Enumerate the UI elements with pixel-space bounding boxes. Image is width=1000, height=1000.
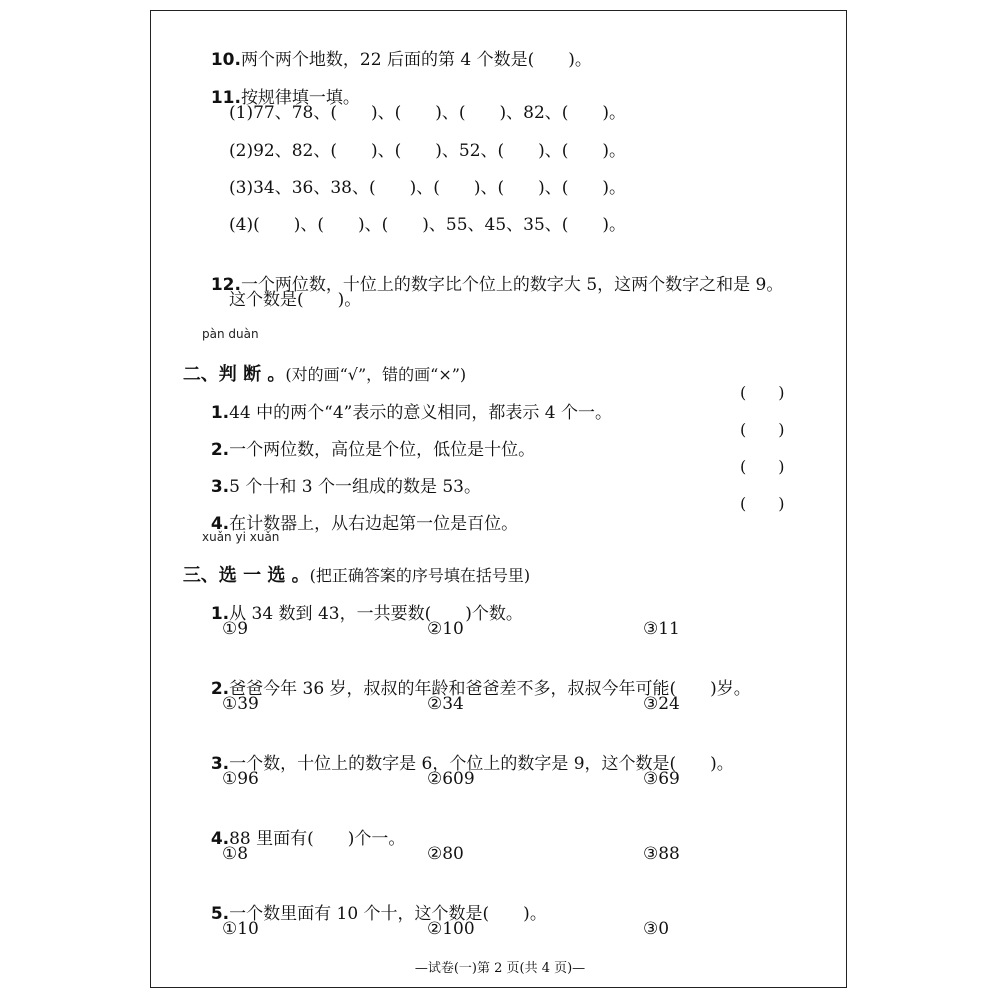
pattern-item-4: (4)( )、( )、( )、55、45、35、( )。	[229, 215, 627, 235]
option-1[interactable]: ①9	[222, 619, 249, 639]
question-text: 5 个十和 3 个一组成的数是 53。	[229, 477, 481, 497]
question-number: 3.	[210, 754, 230, 774]
question-number: 1.	[210, 403, 230, 423]
option-3[interactable]: ③69	[643, 769, 680, 789]
section-2-pinyin: pàn duàn	[202, 327, 259, 341]
question-text: 一个数里面有 10 个十，这个数是( )。	[229, 904, 547, 924]
question-text: 一个数，十位上的数字是 6，个位上的数字是 9，这个数是( )。	[229, 754, 734, 774]
answer-blank[interactable]: ( )	[740, 383, 785, 402]
pattern-item-2: (2)92、82、( )、( )、52、( )、( )。	[229, 141, 627, 161]
option-2[interactable]: ②609	[427, 769, 475, 789]
option-2[interactable]: ②10	[427, 619, 464, 639]
option-2[interactable]: ②100	[427, 919, 475, 939]
question-number: 4.	[210, 514, 230, 534]
option-3[interactable]: ③24	[643, 694, 680, 714]
question-text: 按规律填一填。	[240, 88, 360, 108]
answer-blank[interactable]: ( )	[740, 420, 785, 439]
option-1[interactable]: ①39	[222, 694, 259, 714]
question-text: 在计数器上，从右边起第一位是百位。	[229, 514, 519, 534]
question-number: 5.	[210, 904, 230, 924]
option-3[interactable]: ③88	[643, 844, 680, 864]
option-2[interactable]: ②34	[427, 694, 464, 714]
section-3-pinyin: xuǎn yi xuǎn	[202, 530, 280, 544]
question-12-continuation: 这个数是( )。	[229, 290, 362, 310]
option-1[interactable]: ①10	[222, 919, 259, 939]
question-text: 88 里面有( )个一。	[229, 829, 406, 849]
question-number: 11.	[210, 88, 241, 108]
judge-item-4	[200, 491, 518, 535]
question-text: 一个两位数，十位上的数字比个位上的数字大 5，这两个数字之和是 9。	[240, 275, 784, 295]
page-footer: —试卷(一)第 2 页(共 4 页)—	[414, 961, 586, 976]
question-number: 2.	[210, 440, 230, 460]
option-2[interactable]: ②80	[427, 844, 464, 864]
option-1[interactable]: ①8	[222, 844, 249, 864]
question-text: 两个两个地数，22 后面的第 4 个数是( )。	[240, 50, 592, 70]
question-number: 1.	[210, 604, 230, 624]
question-number: 3.	[210, 477, 230, 497]
pattern-item-1: (1)77、78、( )、( )、( )、82、( )。	[229, 103, 627, 123]
answer-blank[interactable]: ( )	[740, 494, 785, 513]
question-number: 2.	[210, 679, 230, 699]
question-text: 爸爸今年 36 岁，叔叔的年龄和爸爸差不多，叔叔今年可能( )岁。	[229, 679, 751, 699]
choice-question-1	[200, 581, 523, 625]
question-text: 44 中的两个“4”表示的意义相同，都表示 4 个一。	[229, 403, 612, 423]
question-text: 从 34 数到 43，一共要数( )个数。	[229, 604, 523, 624]
section-3-title: 三、选 一 选 。	[182, 565, 310, 586]
question-text: 一个两位数，高位是个位，低位是十位。	[229, 440, 536, 460]
question-number: 10.	[210, 50, 241, 70]
section-3-instruction: (把正确答案的序号填在括号里)	[309, 566, 531, 585]
answer-blank[interactable]: ( )	[740, 457, 785, 476]
section-2-title: 二、判 断 。	[182, 364, 286, 385]
option-3[interactable]: ③11	[643, 619, 680, 639]
option-3[interactable]: ③0	[643, 919, 670, 939]
question-number: 4.	[210, 829, 230, 849]
pattern-item-3: (3)34、36、38、( )、( )、( )、( )。	[229, 178, 627, 198]
option-1[interactable]: ①96	[222, 769, 259, 789]
section-2-instruction: (对的画“√”，错的画“×”)	[285, 365, 467, 384]
question-number: 12.	[210, 275, 241, 295]
